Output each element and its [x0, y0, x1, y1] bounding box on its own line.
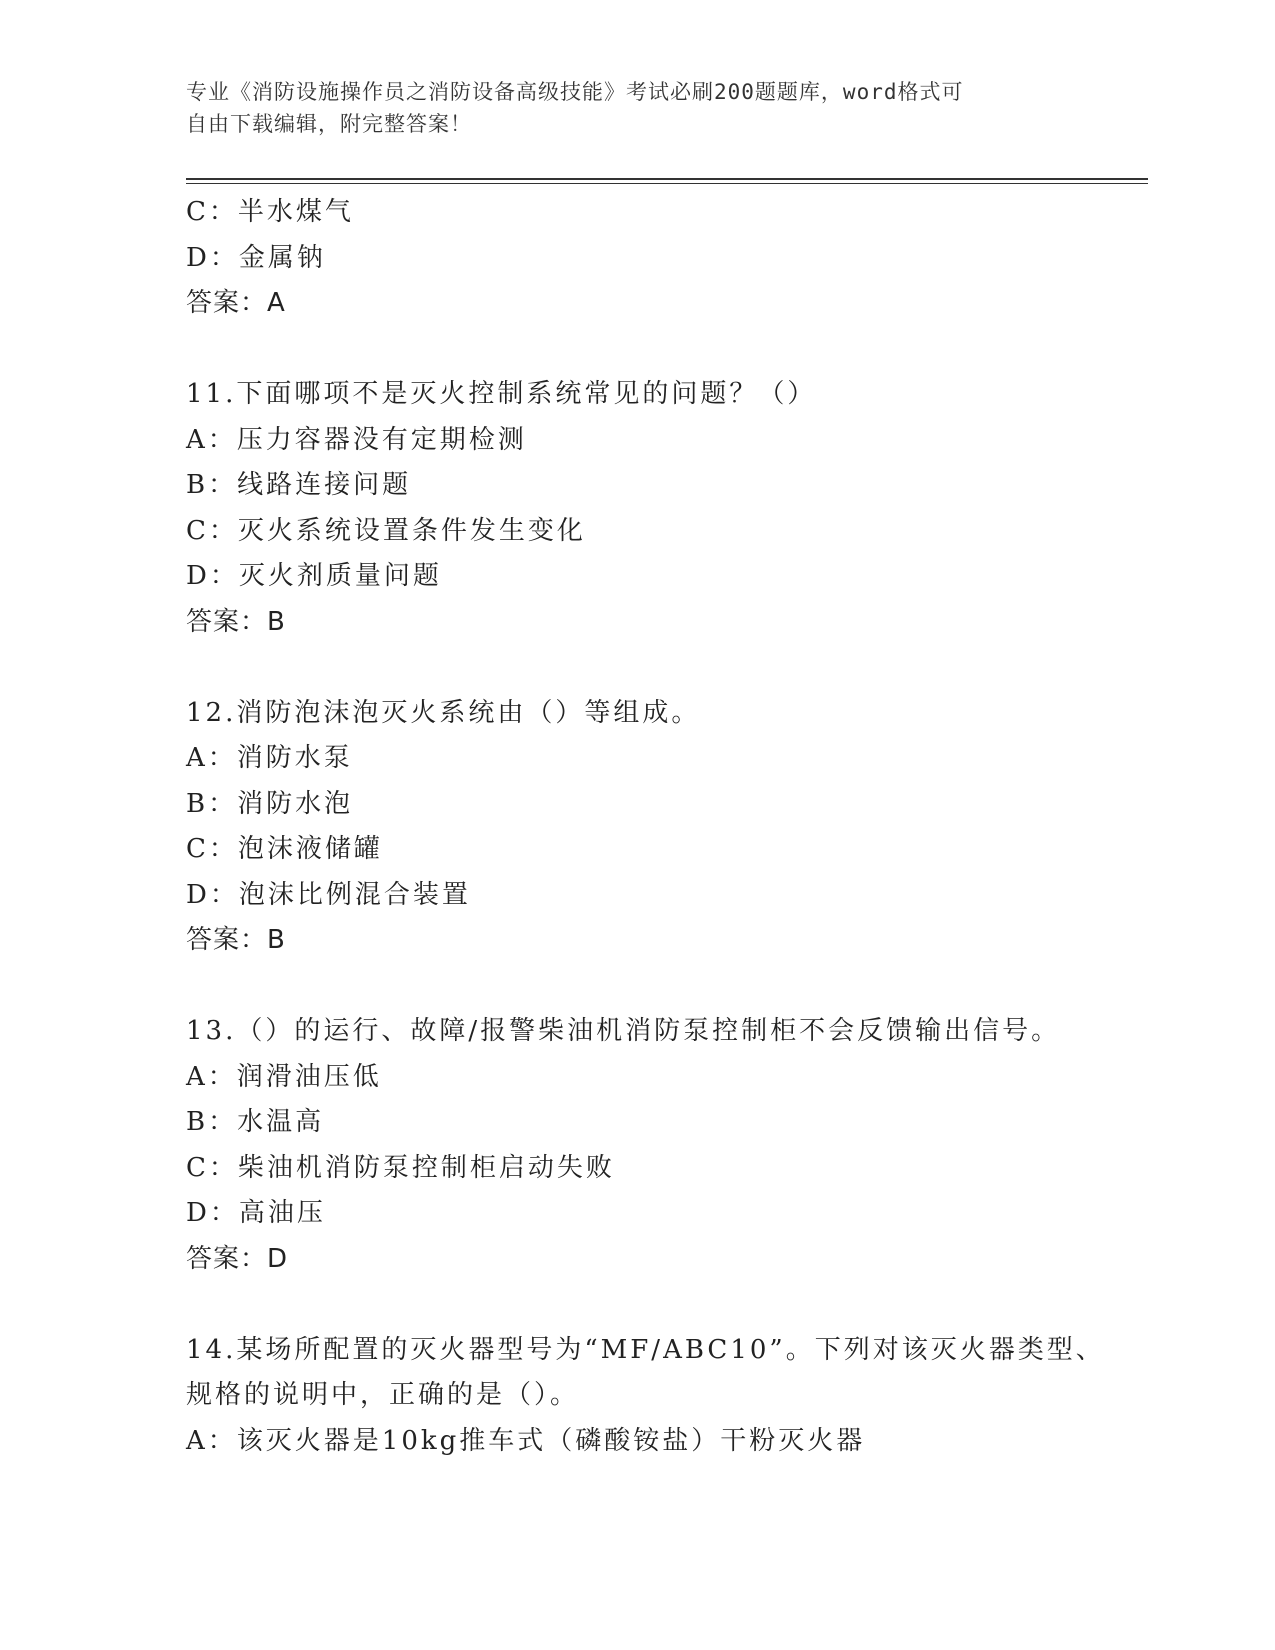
question-12-option-d: D：泡沫比例混合装置 [186, 879, 471, 910]
header-line-1: 专业《消防设施操作员之消防设备高级技能》考试必刷200题题库，word格式可 [186, 80, 964, 104]
question-12-stem: 12.消防泡沫泡灭火系统由（）等组成。 [186, 697, 701, 728]
question-14-stem-line-2: 规格的说明中，正确的是（）。 [186, 1380, 580, 1410]
question-13-answer: 答案：D [186, 1243, 289, 1274]
question-11-option-c: C：灭火系统设置条件发生变化 [186, 515, 586, 546]
question-13-option-a: A：润滑油压低 [186, 1061, 382, 1092]
header-divider-thin [186, 183, 1148, 184]
question-11-option-d: D：灭火剂质量问题 [186, 561, 442, 591]
question-11-stem: 11.下面哪项不是灭火控制系统常见的问题？（） [186, 379, 817, 409]
question-13-option-c: C：柴油机消防泵控制柜启动失败 [186, 1152, 615, 1183]
question-13-option-d: D：高油压 [186, 1198, 326, 1228]
header-line-2: 自由下载编辑，附完整答案！ [186, 112, 472, 136]
question-11-option-a: A：压力容器没有定期检测 [186, 424, 527, 455]
document-header [186, 76, 1066, 140]
header-divider-thick [186, 178, 1148, 180]
question-list [186, 190, 1146, 1464]
question-14-option-a: A：该灭火器是10kg推车式（磷酸铵盐）干粉灭火器 [186, 1425, 866, 1456]
question-13-stem: 13.（）的运行、故障/报警柴油机消防泵控制柜不会反馈输出信号。 [186, 1016, 1061, 1046]
question-12-answer: 答案：B [186, 925, 286, 955]
question-14-stem-line-1: 14.某场所配置的灭火器型号为“MF/ABC10”。下列对该灭火器类型、 [186, 1334, 1105, 1365]
prev-option-c: C：半水煤气 [186, 197, 354, 227]
question-12-option-c: C：泡沫液储罐 [186, 834, 383, 864]
prev-option-d: D：金属钠 [186, 242, 326, 273]
question-11-answer: 答案：B [186, 606, 286, 637]
prev-answer: 答案：A [186, 288, 286, 318]
question-12-option-a: A：消防水泵 [186, 743, 353, 773]
question-13-option-b: B：水温高 [186, 1107, 325, 1137]
question-11-option-b: B：线路连接问题 [186, 470, 412, 500]
question-12-option-b: B：消防水泡 [186, 788, 354, 819]
